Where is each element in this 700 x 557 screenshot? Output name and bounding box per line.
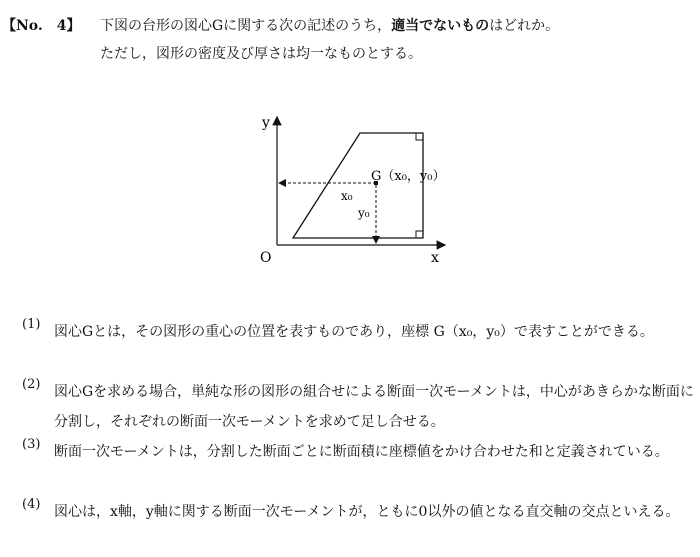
question-line-1-pre: 下図の台形の図心Gに関する次の記述のうち， [100,18,392,34]
option-2-text: 図心Gを求める場合，単純な形の図形の組合せによる断面一次モーメントは，中心があきらかな断面に分割し，それぞれの断面一次モーメントを求めて足し合せる。 [54,384,694,430]
question-line-1-post: はどれか。 [489,18,560,34]
question-line-1 [100,15,559,35]
option-4-label: (4) [22,497,41,512]
question-emphasis: 適当でないもの [391,18,490,34]
trapezoid-figure [250,105,480,270]
right-angle-top [416,133,423,140]
option-1-text: 図心Gとは，その図形の重心の位置を表すものであり，座標 G（x₀，y₀）で表すことができる。 [54,324,654,340]
question-line-2: ただし，図形の密度及び厚さは均一なものとする。 [100,46,422,62]
option-1-label: (1) [22,317,41,332]
question-number: 【No. 4】 [2,18,81,34]
y-axis-label: y [262,115,270,131]
y0-label: y₀ [358,206,370,220]
x-axis-label: x [431,250,439,266]
origin-label: O [260,250,272,266]
option-3-label: (3) [22,437,41,452]
trapezoid-shape [293,133,423,238]
right-angle-bottom [416,231,423,238]
point-g-label: G（x₀，y₀） [371,169,446,184]
option-2-label: (2) [22,377,41,392]
option-4-text: 図心は，x軸，y軸に関する断面一次モーメントが，ともに0以外の値となる直交軸の交点といえる。 [54,504,680,520]
option-3-text: 断面一次モーメントは，分割した断面ごとに断面積に座標値をかけ合わせた和と定義されている。 [54,444,669,460]
x0-label: x₀ [341,189,353,203]
